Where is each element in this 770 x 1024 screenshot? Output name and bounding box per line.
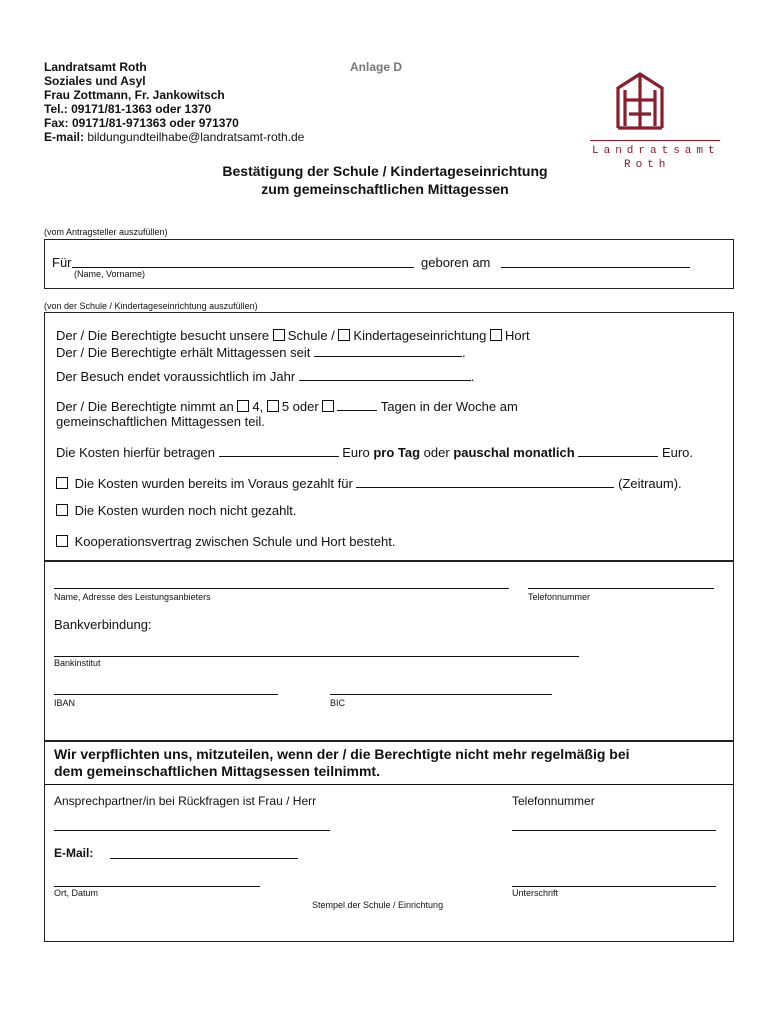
stamp-label: Stempel der Schule / Einrichtung: [312, 900, 444, 910]
header-email: [44, 130, 304, 144]
ends-line: Der Besuch endet voraussichtlich im Jahr .: [56, 369, 475, 384]
bic-label: BIC: [330, 698, 346, 708]
opt-kita: Kindertageseinrichtung: [353, 328, 487, 343]
checkbox-kita[interactable]: [338, 329, 350, 341]
checkbox-5-days[interactable]: [267, 400, 279, 412]
contact-phone-label: Telefonnummer: [512, 794, 595, 808]
applicant-caption: (vom Antragsteller auszufüllen): [44, 227, 168, 237]
email-line[interactable]: [110, 858, 298, 859]
opt-5: 5 oder: [281, 399, 319, 414]
days-suffix: Tagen in der Woche am: [380, 399, 518, 414]
page-title-line1: Bestätigung der Schule / Kindertageseinrichtung: [222, 163, 548, 179]
costs-pro-tag: pro Tag: [373, 445, 421, 460]
header-tel: Tel.: 09171/81-1363 oder 1370: [44, 102, 212, 116]
header-dept: Soziales und Asyl: [44, 74, 146, 88]
days-field[interactable]: [337, 398, 377, 411]
cost-per-day-field[interactable]: [219, 444, 339, 457]
costs-line: [56, 444, 693, 460]
receives-line: Der / Die Berechtigte erhält Mittagessen seit .: [56, 345, 466, 360]
costs-euro: Euro: [342, 445, 370, 460]
landratsamt-coat-of-arms-icon: [615, 70, 665, 134]
provider-name-label: Name, Adresse des Leistungsanbieters: [54, 592, 211, 602]
costs-prefix: Die Kosten hierfür betragen: [56, 445, 215, 460]
contact-person-line[interactable]: [54, 830, 330, 831]
page-title: [0, 162, 770, 198]
name-field[interactable]: [72, 255, 414, 268]
bank-inst-line[interactable]: [54, 656, 579, 657]
cooperation-label: Kooperationsvertrag zwischen Schule und Hort besteht.: [74, 534, 396, 549]
ends-label: Der Besuch endet voraussichtlich im Jahr: [56, 369, 296, 384]
header-fax: Fax: 09171/81-971363 oder 971370: [44, 116, 239, 130]
prepaid-line: [56, 475, 682, 491]
fuer-label: Für: [52, 255, 72, 270]
checkbox-schule[interactable]: [273, 329, 285, 341]
bic-line[interactable]: [330, 694, 552, 695]
not-paid-line: [56, 503, 296, 518]
contact-phone-line[interactable]: [512, 830, 716, 831]
email-label: E-Mail:: [54, 846, 94, 860]
takes-line2: gemeinschaftlichen Mittagessen teil.: [56, 414, 265, 429]
name-hint: (Name, Vorname): [74, 269, 146, 279]
header-email-label: E-mail:: [44, 130, 85, 144]
commitment-text: [54, 746, 630, 780]
cooperation-line: [56, 534, 395, 549]
bank-label: Bankverbindung:: [54, 617, 152, 632]
opt-4: 4,: [252, 399, 264, 414]
prepaid-label: Die Kosten wurden bereits im Voraus gezahlt für: [74, 476, 353, 491]
commitment-line2: dem gemeinschaftlichen Mittagsessen teilnimmt.: [54, 763, 380, 779]
takes-line: [56, 398, 518, 414]
attends-line: [56, 328, 530, 343]
checkbox-not-paid[interactable]: [56, 504, 68, 516]
checkbox-cooperation[interactable]: [56, 535, 68, 547]
place-date-line[interactable]: [54, 886, 260, 887]
header-org: Landratsamt Roth: [44, 60, 147, 74]
page-title-line2: zum gemeinschaftlichen Mittagessen: [261, 181, 509, 197]
provider-name-line[interactable]: [54, 588, 509, 589]
place-date-label: Ort, Datum: [54, 888, 99, 898]
opt-schule: Schule /: [287, 328, 335, 343]
logo-text-line2: Roth: [624, 159, 671, 171]
logo-text-line1: Landratsamt: [592, 145, 720, 157]
signature-line[interactable]: [512, 886, 716, 887]
school-caption: (von der Schule / Kindertageseinrichtung auszufüllen): [44, 301, 258, 311]
attends-prefix: Der / Die Berechtigte besucht unsere: [56, 328, 270, 343]
costs-euro-end: Euro.: [661, 445, 694, 460]
provider-phone-line[interactable]: [528, 588, 714, 589]
period-field[interactable]: [356, 475, 614, 488]
geboren-label: geboren am: [421, 255, 491, 270]
since-field[interactable]: [314, 344, 462, 357]
header-email-value[interactable]: bildungundteilhabe@landratsamt-roth.de: [87, 130, 305, 144]
logo-rule: [590, 140, 720, 141]
header-contact: Frau Zottmann, Fr. Jankowitsch: [44, 88, 225, 102]
birthdate-field[interactable]: [501, 255, 690, 268]
commitment-line1: Wir verpflichten uns, mitzuteilen, wenn der / die Berechtigte nicht mehr regelmäßig bei: [54, 746, 630, 762]
end-year-field[interactable]: [299, 368, 471, 381]
checkbox-hort[interactable]: [490, 329, 502, 341]
annex-label: Anlage D: [350, 60, 403, 74]
logo: [590, 70, 720, 170]
provider-phone-label: Telefonnummer: [528, 592, 591, 602]
takes-prefix: Der / Die Berechtigte nimmt an: [56, 399, 234, 414]
checkbox-prepaid[interactable]: [56, 477, 68, 489]
not-paid-label: Die Kosten wurden noch nicht gezahlt.: [74, 503, 297, 518]
signature-label: Unterschrift: [512, 888, 559, 898]
commitment-divider: [44, 784, 734, 785]
receives-label: Der / Die Berechtigte erhält Mittagessen seit: [56, 345, 311, 360]
iban-label: IBAN: [54, 698, 76, 708]
zeitraum-label: (Zeitraum).: [618, 476, 682, 491]
opt-hort: Hort: [505, 328, 530, 343]
bank-inst-label: Bankinstitut: [54, 658, 101, 668]
contact-person-label: Ansprechpartner/in bei Rückfragen ist Frau / Herr: [54, 794, 317, 808]
costs-oder: oder: [423, 445, 450, 460]
checkbox-other-days[interactable]: [322, 400, 334, 412]
iban-line[interactable]: [54, 694, 278, 695]
cost-monthly-field[interactable]: [578, 444, 658, 457]
checkbox-4-days[interactable]: [237, 400, 249, 412]
costs-pauschal: pauschal monatlich: [453, 445, 575, 460]
